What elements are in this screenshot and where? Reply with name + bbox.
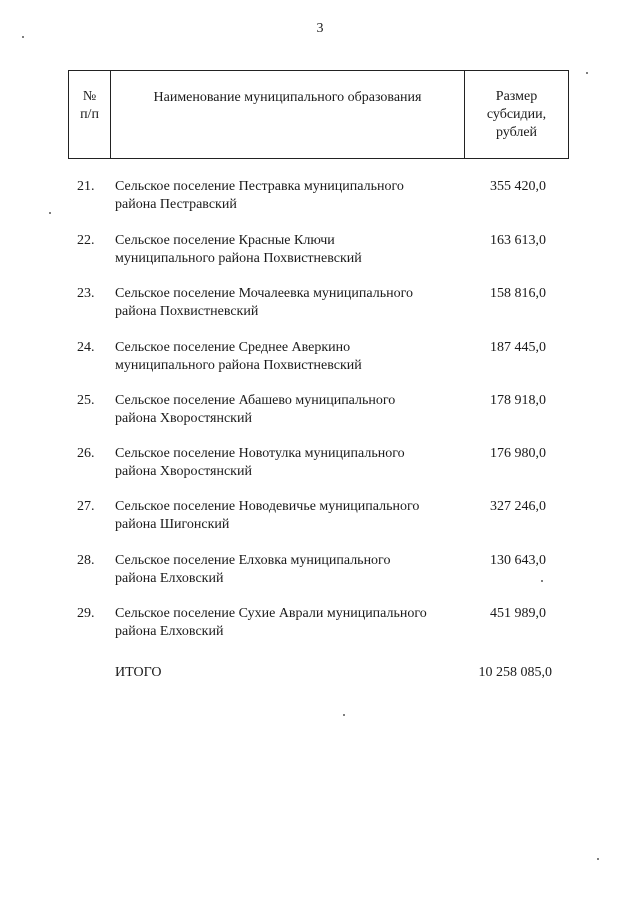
total-amount: 10 258 085,0 (478, 665, 552, 680)
header-name-column (111, 71, 465, 158)
row-name-line: района Пестравский (115, 197, 237, 212)
row-subsidy-amount: 355 420,0 (490, 179, 546, 194)
row-name-line: района Елховский (115, 571, 224, 586)
row-number: 24. (77, 340, 95, 355)
header-number-sublabel: п/п (80, 107, 99, 122)
row-subsidy-amount: 327 246,0 (490, 499, 546, 514)
row-name-line: района Хворостянский (115, 411, 252, 426)
page-number: 3 (316, 21, 324, 36)
header-amount-label-1: Размер (495, 89, 538, 104)
row-subsidy-amount: 176 980,0 (490, 446, 546, 461)
row-number: 28. (77, 553, 95, 568)
row-municipality-name (115, 498, 460, 534)
row-number: 27. (77, 499, 95, 514)
row-name-line: района Елховский (115, 624, 224, 639)
row-name-line: района Похвистневский (115, 304, 259, 319)
row-subsidy-amount: 158 816,0 (490, 286, 546, 301)
scan-speck (597, 858, 599, 860)
row-municipality-name (115, 605, 460, 641)
row-municipality-name (115, 178, 460, 214)
row-municipality-name (115, 339, 460, 375)
scan-speck (541, 580, 543, 582)
row-number: 23. (77, 286, 95, 301)
row-name-line: муниципального района Похвистневский (115, 251, 362, 266)
row-municipality-name (115, 285, 460, 321)
header-number-label: № (82, 89, 97, 104)
row-number: 26. (77, 446, 95, 461)
row-name-line: Сельское поселение Елховка муниципального (115, 553, 391, 568)
row-name-line: Сельское поселение Мочалеевка муниципального (115, 286, 413, 301)
row-name-line: Сельское поселение Красные Ключи (115, 233, 335, 248)
row-name-line: Сельское поселение Новотулка муниципального (115, 446, 405, 461)
row-subsidy-amount: 178 918,0 (490, 393, 546, 408)
row-name-line: Сельское поселение Абашево муниципального (115, 393, 396, 408)
scan-speck (22, 36, 24, 38)
row-name-line: района Шигонский (115, 517, 230, 532)
header-amount-column (465, 71, 568, 158)
header-number-column (69, 71, 111, 158)
row-name-line: Сельское поселение Сухие Аврали муниципального (115, 606, 427, 621)
row-municipality-name (115, 445, 460, 481)
scan-speck (586, 72, 588, 74)
row-subsidy-amount: 130 643,0 (490, 553, 546, 568)
row-name-line: Сельское поселение Пестравка муниципального (115, 179, 404, 194)
row-name-line: Сельское поселение Среднее Аверкино (115, 340, 351, 355)
row-number: 21. (77, 179, 95, 194)
header-amount-label-2: субсидии, (486, 107, 547, 122)
row-municipality-name (115, 392, 460, 428)
row-municipality-name (115, 552, 460, 588)
table-header (68, 70, 569, 159)
row-subsidy-amount: 187 445,0 (490, 340, 546, 355)
row-municipality-name (115, 232, 460, 268)
header-name-label: Наименование муниципального образования (153, 90, 422, 105)
row-name-line: района Хворостянский (115, 464, 252, 479)
row-subsidy-amount: 163 613,0 (490, 233, 546, 248)
scan-speck (49, 212, 51, 214)
header-amount-label-3: рублей (495, 125, 538, 140)
row-name-line: муниципального района Похвистневский (115, 358, 362, 373)
row-number: 22. (77, 233, 95, 248)
row-number: 29. (77, 606, 95, 621)
row-subsidy-amount: 451 989,0 (490, 606, 546, 621)
row-name-line: Сельское поселение Новодевичье муниципального (115, 499, 420, 514)
row-number: 25. (77, 393, 95, 408)
total-label: ИТОГО (115, 665, 162, 680)
scan-speck (343, 714, 345, 716)
